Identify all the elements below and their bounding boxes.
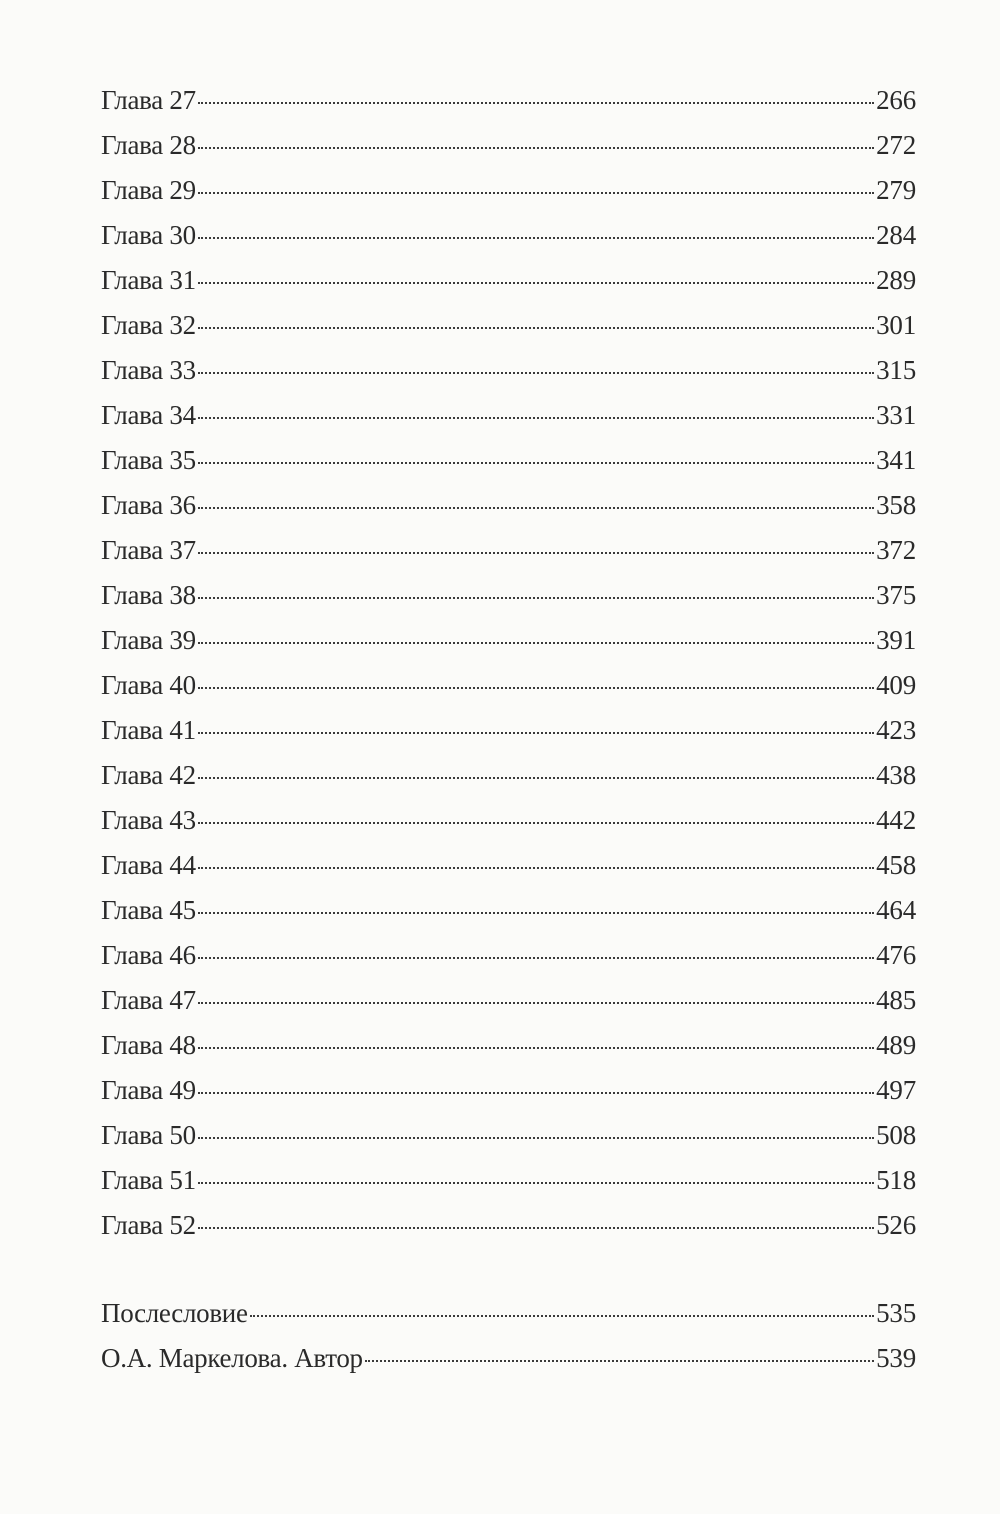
toc-entry [101, 348, 916, 393]
toc-entry [101, 1158, 916, 1203]
toc-entry-page-number: 284 [876, 220, 916, 250]
toc-entry-page-number: 485 [876, 985, 916, 1015]
toc-entry-title: Глава 44 [101, 850, 196, 880]
toc-entry-page-number: 289 [876, 265, 916, 295]
toc-entry-page-number: 464 [876, 895, 916, 925]
toc-entry-page-number: 423 [876, 715, 916, 745]
dot-leader [198, 912, 874, 914]
toc-entry-title: Глава 40 [101, 670, 196, 700]
toc-entry-title: Глава 51 [101, 1165, 196, 1195]
dot-leader [198, 282, 874, 284]
toc-entry-page-number: 272 [876, 130, 916, 160]
toc-entry-title: Глава 39 [101, 625, 196, 655]
toc-entry-title: Глава 27 [101, 85, 196, 115]
toc-entry-title: Глава 35 [101, 445, 196, 475]
toc-entry-title: О.А. Маркелова. Автор [101, 1343, 363, 1373]
dot-leader [198, 1047, 874, 1049]
toc-entry-page-number: 458 [876, 850, 916, 880]
toc-entry [101, 1203, 916, 1248]
toc-entry-page-number: 442 [876, 805, 916, 835]
dot-leader [198, 1227, 874, 1229]
toc-entry [101, 1023, 916, 1068]
toc-entry [101, 123, 916, 168]
toc-entry [101, 168, 916, 213]
toc-entry [101, 888, 916, 933]
dot-leader [198, 597, 874, 599]
toc-entry [101, 978, 916, 1023]
dot-leader [198, 1092, 874, 1094]
toc-entry [101, 618, 916, 663]
dot-leader [198, 687, 874, 689]
dot-leader [198, 822, 874, 824]
toc-entry [101, 798, 916, 843]
toc-entry-title: Глава 37 [101, 535, 196, 565]
toc-entry-title: Глава 31 [101, 265, 196, 295]
toc-entry [101, 303, 916, 348]
toc-entry-page-number: 438 [876, 760, 916, 790]
toc-entry [101, 438, 916, 483]
dot-leader [198, 192, 874, 194]
toc-entry-page-number: 315 [876, 355, 916, 385]
toc-back-matter-list [101, 1291, 916, 1381]
toc-entry-page-number: 391 [876, 625, 916, 655]
toc-entry-page-number: 301 [876, 310, 916, 340]
toc-entry-page-number: 409 [876, 670, 916, 700]
dot-leader [198, 1137, 874, 1139]
toc-entry-page-number: 526 [876, 1210, 916, 1240]
toc-entry-page-number: 476 [876, 940, 916, 970]
toc-entry-page-number: 508 [876, 1120, 916, 1150]
toc-entry-page-number: 372 [876, 535, 916, 565]
toc-entry [101, 78, 916, 123]
toc-entry-title: Глава 34 [101, 400, 196, 430]
toc-entry-title: Глава 48 [101, 1030, 196, 1060]
dot-leader [198, 642, 874, 644]
toc-entry-page-number: 331 [876, 400, 916, 430]
toc-chapter-list [101, 78, 916, 1248]
toc-entry [101, 1291, 916, 1336]
toc-entry-title: Глава 32 [101, 310, 196, 340]
toc-entry-title: Глава 47 [101, 985, 196, 1015]
dot-leader [198, 732, 874, 734]
dot-leader [198, 417, 874, 419]
toc-entry-title: Глава 30 [101, 220, 196, 250]
toc-entry-page-number: 489 [876, 1030, 916, 1060]
toc-entry-page-number: 266 [876, 85, 916, 115]
toc-entry-page-number: 375 [876, 580, 916, 610]
toc-entry-title: Глава 28 [101, 130, 196, 160]
toc-entry [101, 528, 916, 573]
toc-entry [101, 483, 916, 528]
dot-leader [198, 1002, 874, 1004]
toc-entry [101, 708, 916, 753]
dot-leader [198, 327, 874, 329]
toc-entry [101, 663, 916, 708]
toc-entry-title: Глава 33 [101, 355, 196, 385]
toc-entry [101, 573, 916, 618]
dot-leader [198, 552, 874, 554]
dot-leader [198, 372, 874, 374]
toc-entry-page-number: 535 [876, 1298, 916, 1328]
toc-entry-page-number: 539 [876, 1343, 916, 1373]
toc-entry [101, 258, 916, 303]
dot-leader [198, 507, 874, 509]
toc-entry [101, 843, 916, 888]
toc-entry [101, 1336, 916, 1381]
toc-entry-page-number: 358 [876, 490, 916, 520]
toc-entry-title: Глава 29 [101, 175, 196, 205]
toc-entry-title: Глава 36 [101, 490, 196, 520]
dot-leader [198, 102, 874, 104]
dot-leader [198, 957, 874, 959]
toc-entry [101, 213, 916, 258]
toc-entry-title: Глава 46 [101, 940, 196, 970]
toc-entry-page-number: 341 [876, 445, 916, 475]
toc-entry [101, 933, 916, 978]
dot-leader [250, 1315, 874, 1317]
toc-entry-title: Глава 41 [101, 715, 196, 745]
toc-entry-title: Глава 43 [101, 805, 196, 835]
dot-leader [198, 147, 874, 149]
toc-entry [101, 1068, 916, 1113]
toc-entry-title: Глава 52 [101, 1210, 196, 1240]
toc-entry-title: Глава 49 [101, 1075, 196, 1105]
toc-entry-title: Глава 45 [101, 895, 196, 925]
toc-entry-title: Глава 42 [101, 760, 196, 790]
dot-leader [198, 777, 874, 779]
dot-leader [198, 462, 874, 464]
toc-entry-page-number: 497 [876, 1075, 916, 1105]
toc-entry [101, 753, 916, 798]
toc-entry [101, 393, 916, 438]
toc-entry-title: Глава 38 [101, 580, 196, 610]
dot-leader [198, 237, 874, 239]
dot-leader [198, 867, 874, 869]
toc-entry-page-number: 518 [876, 1165, 916, 1195]
toc-entry-title: Глава 50 [101, 1120, 196, 1150]
dot-leader [365, 1360, 874, 1362]
toc-entry [101, 1113, 916, 1158]
toc-entry-title: Послесловие [101, 1298, 248, 1328]
dot-leader [198, 1182, 874, 1184]
toc-entry-page-number: 279 [876, 175, 916, 205]
